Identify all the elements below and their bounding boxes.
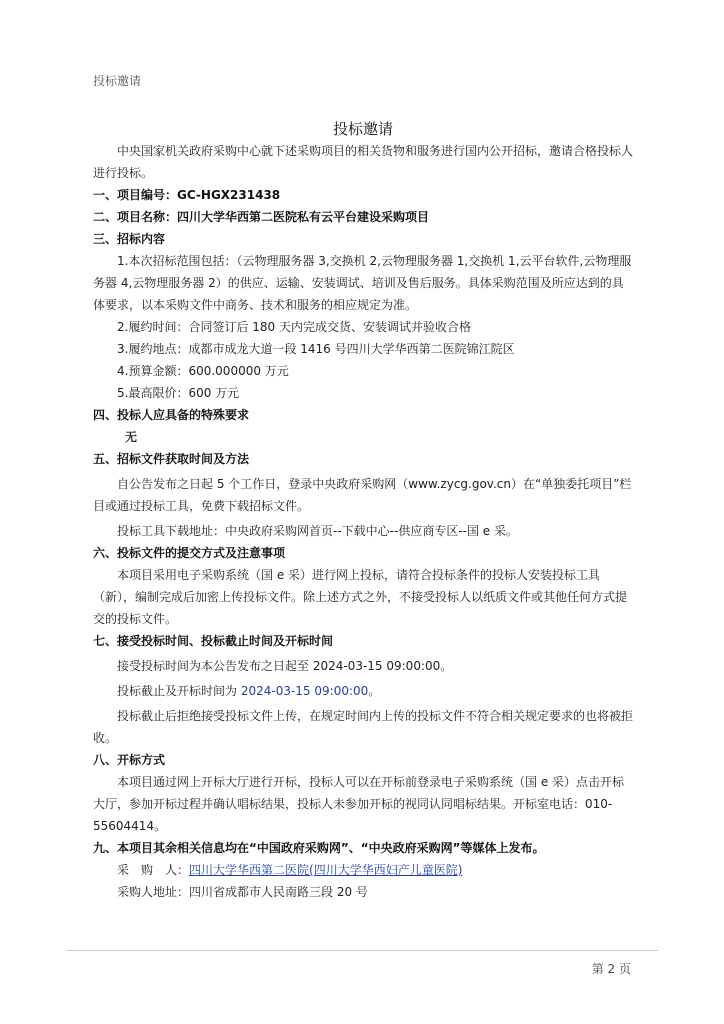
section-special-requirements: 四、投标人应具备的特殊要求	[93, 408, 250, 422]
document-body	[93, 118, 633, 903]
deadline-prefix: 投标截止及开标时间为	[117, 684, 241, 698]
opening-method-paragraph: 本项目通过网上开标大厅进行开标，投标人可以在开标前登录电子采购系统（国 e 采）点击开标大厅，参加开标过程并确认唱标结果，投标人未参加开标的视同认同唱标结果。开标室电话：010-55604414。	[93, 775, 625, 833]
buyer-address: 采购人地址：四川省成都市人民南路三段 20 号	[117, 885, 368, 899]
delivery-location: 3.履约地点：成都市成龙大道一段 1416 号四川大学华西第二医院锦江院区	[117, 342, 515, 356]
deadline-time: 2024-03-15 09:00:00	[240, 684, 369, 698]
price-cap: 5.最高限价：600 万元	[117, 386, 240, 400]
footer-divider	[66, 950, 658, 951]
buyer-line	[93, 859, 633, 881]
section-bid-content: 三、招标内容	[93, 232, 166, 246]
section-opening-method: 八、开标方式	[93, 753, 166, 767]
budget-amount: 4.预算金额：600.000000 万元	[117, 364, 289, 378]
delivery-time: 2.履约时间：合同签订后 180 天内完成交货、安装调试并验收合格	[117, 320, 471, 334]
doc-title: 投标邀请	[332, 120, 393, 138]
buyer-label: 采 购 人：	[117, 863, 190, 877]
section-project-name: 二、项目名称：四川大学华西第二医院私有云平台建设采购项目	[93, 210, 430, 224]
section-document-access: 五、招标文件获取时间及方法	[93, 452, 250, 466]
section-project-number: 一、项目编号：GC-HGX231438	[93, 188, 281, 202]
rejection-paragraph: 投标截止后拒绝接受投标文件上传，在规定时间内上传的投标文件不符合相关规定要求的也将被拒收。	[93, 709, 634, 745]
submission-paragraph: 本项目采用电子采购系统（国 e 采）进行网上投标，请符合投标条件的投标人安装投标工具（新），编制完成后加密上传投标文件。除上述方式之外，不接受投标人以纸质文件或其他任何方式提交的投标文件。	[93, 568, 628, 626]
accept-time-paragraph: 接受投标时间为本公告发布之日起至 2024-03-15 09:00:00。	[117, 659, 453, 673]
buyer-name-link[interactable]: 四川大学华西第二医院(四川大学华西妇产儿童医院)	[189, 863, 463, 877]
section-deadlines: 七、接受投标时间、投标截止时间及开标时间	[93, 634, 334, 648]
section-submission: 六、投标文件的提交方式及注意事项	[93, 546, 286, 560]
document-access-paragraph: 自公告发布之日起 5 个工作日，登录中央政府采购网（www.zycg.gov.cn）在“单独委托项目”栏目或通过投标工具，免费下载招标文件。	[93, 477, 632, 513]
deadline-suffix: 。	[368, 684, 381, 698]
deadline-paragraph	[93, 680, 633, 702]
tool-download-paragraph: 投标工具下载地址：中央政府采购网首页--下载中心--供应商专区--国 e 采。	[117, 524, 518, 538]
page-number: 第 2 页	[591, 962, 631, 976]
special-requirements-value: 无	[125, 430, 138, 444]
section-other-info: 九、本项目其余相关信息均在“中国政府采购网”、“中央政府采购网”等媒体上发布。	[93, 841, 545, 855]
intro-paragraph: 中央国家机关政府采购中心就下述采购项目的相关货物和服务进行国内公开招标，邀请合格投标人进行投标。	[93, 144, 634, 180]
running-header: 投标邀请	[93, 74, 142, 88]
bid-scope-paragraph: 1.本次招标范围包括：（云物理服务器 3,交换机 2,云物理服务器 1,交换机 1,云平台软件,云物理服务器 4,云物理服务器 2）的供应、运输、安装调试、培训及售后服务。具体采购范围及所应达到的具体要求，以本采购文件中商务、技术和服务的相应规定为准。	[93, 254, 632, 312]
